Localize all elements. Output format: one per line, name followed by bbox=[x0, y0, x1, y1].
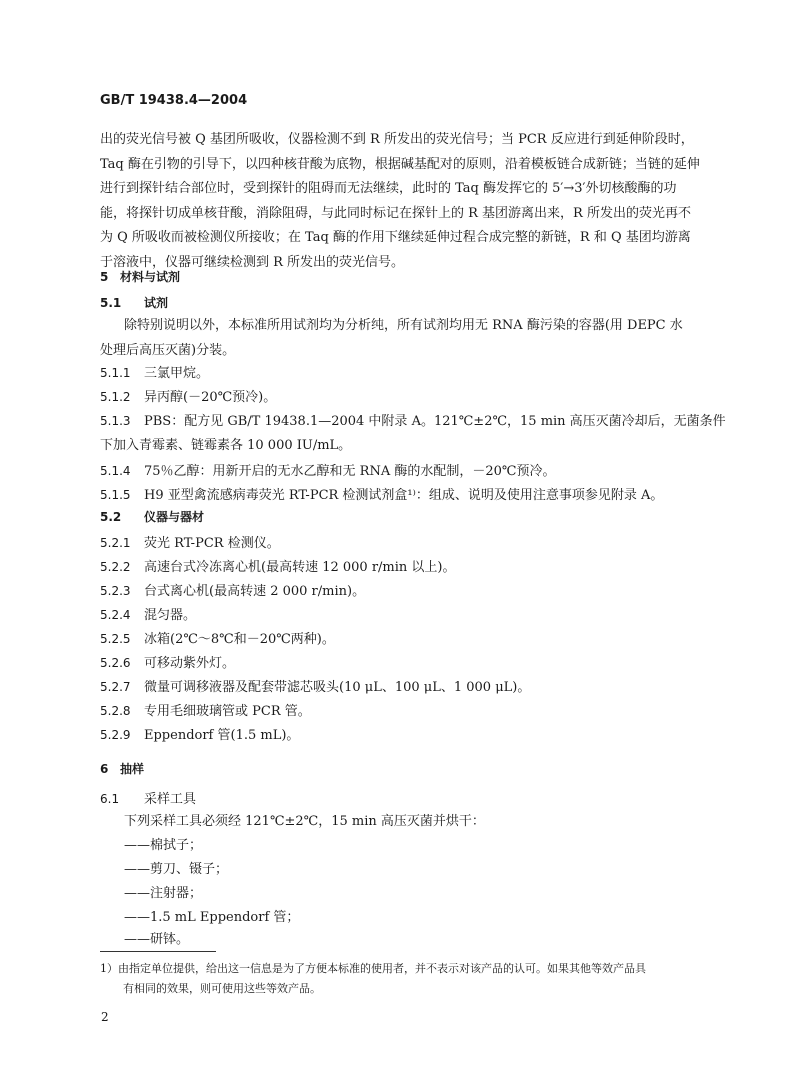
standard-number-header: GB/T 19438.4—2004 bbox=[100, 93, 248, 108]
paragraph-line: 能，将探针切成单核苷酸，消除阻碍，与此同时标记在探针上的 R 基团游离出来，R 所发出的荧光再不 bbox=[100, 205, 691, 221]
paragraph-line: Taq 酶在引物的引导下，以四种核苷酸为底物，根据碱基配对的原则，沿着模板链合成新链；当链的延伸 bbox=[100, 156, 700, 172]
list-item: 5.1.1 三氯甲烷。 bbox=[100, 366, 210, 381]
list-item: 5.2.2 高速台式冷冻离心机(最高转速 12 000 r/min 以上)。 bbox=[100, 560, 456, 575]
paragraph-line: 处理后高压灭菌)分装。 bbox=[100, 342, 236, 358]
intro-paragraph bbox=[100, 128, 700, 276]
subsection-heading-5-2: 5.2 仪器与器材 bbox=[100, 510, 205, 524]
list-item: 5.2.8 专用毛细玻璃管或 PCR 管。 bbox=[100, 704, 311, 719]
list-item: ——注射器； bbox=[124, 886, 203, 901]
list-item: 5.1.2 异丙醇(－20℃预冷)。 bbox=[100, 390, 277, 405]
list-item: 5.2.5 冰箱(2℃～8℃和－20℃两种)。 bbox=[100, 632, 335, 647]
list-item: 5.1.5 H9 亚型禽流感病毒荧光 RT-PCR 检测试剂盒¹⁾：组成、说明及使用注意事项参见附录 A。 bbox=[100, 488, 664, 503]
section-heading-6: 6 抽样 bbox=[100, 762, 145, 776]
page-number: 2 bbox=[101, 1010, 109, 1024]
sampling-tools-intro: 下列采样工具必须经 121℃±2℃，15 min 高压灭菌并烘干： bbox=[124, 814, 485, 829]
list-item: ——1.5 mL Eppendorf 管； bbox=[124, 910, 300, 925]
list-item: 5.2.6 可移动紫外灯。 bbox=[100, 656, 236, 671]
list-item: 5.2.9 Eppendorf 管(1.5 mL)。 bbox=[100, 728, 300, 743]
section-heading-5: 5 材料与试剂 bbox=[100, 270, 181, 284]
list-item: 5.1.3 PBS：配方见 GB/T 19438.1—2004 中附录 A。121℃±2℃，15 min 高压灭菌冷却后，无菌条件 bbox=[100, 414, 726, 429]
footnote-separator bbox=[100, 951, 216, 952]
list-item-continuation: 下加入青霉素、链霉素各 10 000 IU/mL。 bbox=[100, 438, 352, 453]
list-item: 5.1.4 75％乙醇：用新开启的无水乙醇和无 RNA 酶的水配制，－20℃预冷。 bbox=[100, 464, 556, 479]
list-item: 5.2.4 混匀器。 bbox=[100, 608, 197, 623]
reagents-paragraph bbox=[100, 314, 700, 363]
subsection-heading-6-1: 6.1 采样工具 bbox=[100, 792, 197, 807]
paragraph-line: 出的荧光信号被 Q 基团所吸收，仪器检测不到 R 所发出的荧光信号；当 PCR 反应进行到延伸阶段时， bbox=[100, 132, 694, 147]
paragraph-line: 为 Q 所吸收而被检测仪所接收；在 Taq 酶的作用下继续延伸过程合成完整的新链，R 和 Q 基团均游离 bbox=[100, 230, 691, 246]
list-item: 5.2.1 荧光 RT-PCR 检测仪。 bbox=[100, 536, 280, 551]
list-item: ——剪刀、镊子； bbox=[124, 862, 229, 877]
list-item: 5.2.7 微量可调移液器及配套带滤芯吸头(10 μL、100 μL、1 000 μL)。 bbox=[100, 680, 531, 695]
footnote-line: 有相同的效果，则可使用这些等效产品。 bbox=[123, 982, 321, 995]
paragraph-line: 进行到探针结合部位时，受到探针的阻碍而无法继续，此时的 Taq 酶发挥它的 5′→3′外切核酸酶的功 bbox=[100, 181, 677, 197]
paragraph-line: 于溶液中，仪器可继续检测到 R 所发出的荧光信号。 bbox=[100, 254, 405, 270]
paragraph-line: 除特别说明以外，本标准所用试剂均为分析纯，所有试剂均用无 RNA 酶污染的容器(用 DEPC 水 bbox=[124, 318, 683, 333]
subsection-heading-5-1: 5.1 试剂 bbox=[100, 296, 169, 310]
list-item: ——棉拭子； bbox=[124, 838, 203, 853]
list-item: ——研钵。 bbox=[124, 932, 190, 947]
footnote-line: 1）由指定单位提供，给出这一信息是为了方便本标准的使用者，并不表示对该产品的认可。如果其他等效产品具 bbox=[100, 962, 646, 975]
list-item: 5.2.3 台式离心机(最高转速 2 000 r/min)。 bbox=[100, 584, 366, 599]
